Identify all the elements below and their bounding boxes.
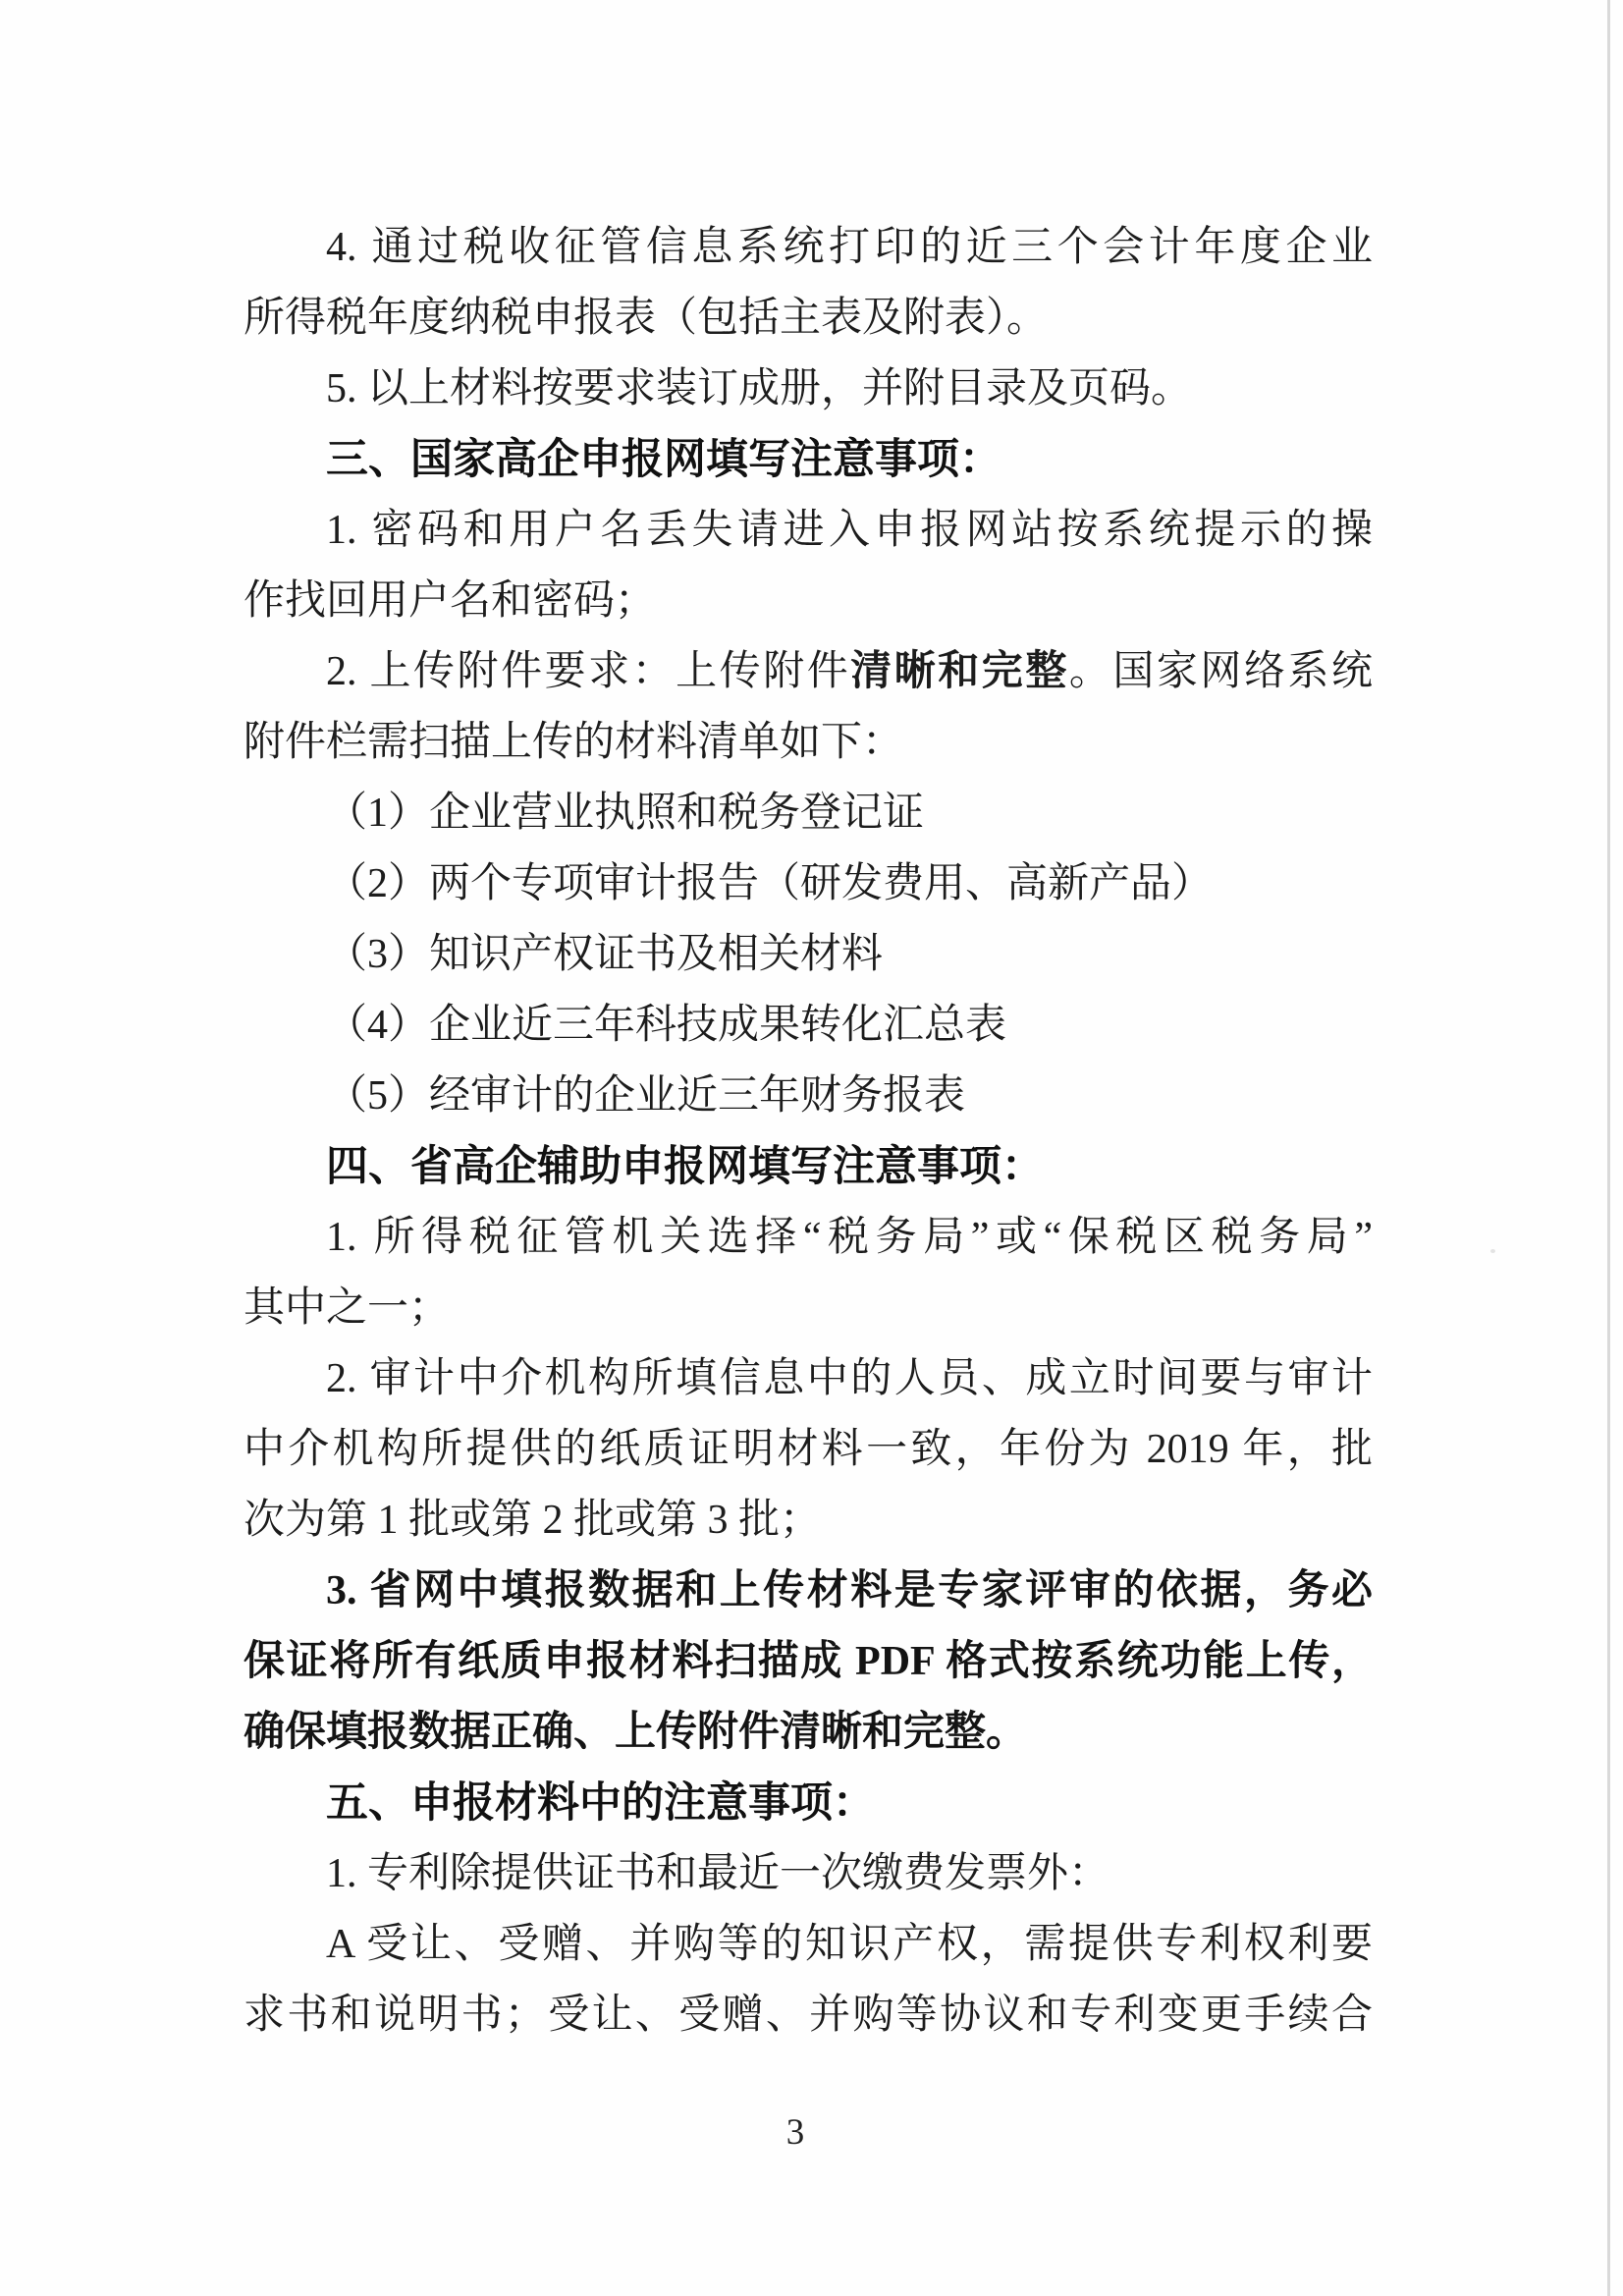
text-segment: 保证将所有纸质申报材料扫描成 PDF 格式按系统功能上传， bbox=[243, 1639, 1373, 1684]
text-line bbox=[243, 1414, 1373, 1485]
text-line bbox=[243, 1343, 1373, 1414]
text-line bbox=[243, 636, 1373, 707]
text-line bbox=[243, 1131, 1373, 1202]
text-line bbox=[243, 1485, 1373, 1556]
text-segment: 作找回用户名和密码； bbox=[243, 578, 657, 624]
text-segment: A 受让、受赠、并购等的知识产权，需提供专利权利要 bbox=[326, 1922, 1373, 1967]
text-segment: 5. 以上材料按要求装订成册，并附目录及页码。 bbox=[326, 366, 1193, 411]
page-number: 3 bbox=[785, 2112, 805, 2153]
text-segment: 次为第 1 批或第 2 批或第 3 批； bbox=[243, 1498, 822, 1543]
text-segment: 四、省高企辅助申报网填写注意事项： bbox=[326, 1143, 1044, 1190]
text-segment: （5）经审计的企业近三年财务报表 bbox=[326, 1073, 966, 1119]
scan-edge-shadow bbox=[1607, 0, 1610, 2296]
text-segment: 3. 省网中填报数据和上传材料是专家评审的依据，务必 bbox=[326, 1568, 1373, 1613]
text-line bbox=[243, 1061, 1373, 1131]
text-line bbox=[243, 1980, 1373, 2050]
text-segment: 。国家网络系统 bbox=[1068, 649, 1373, 694]
text-line bbox=[243, 1626, 1373, 1697]
text-line bbox=[243, 1202, 1373, 1273]
text-line bbox=[243, 778, 1373, 848]
text-segment: （2）两个专项审计报告（研发费用、高新产品） bbox=[326, 861, 1214, 906]
text-segment: 所得税年度纳税申报表（包括主表及附表）。 bbox=[243, 296, 1049, 341]
text-line bbox=[243, 990, 1373, 1061]
text-line bbox=[243, 283, 1373, 354]
text-segment: （4）企业近三年科技成果转化汇总表 bbox=[326, 1003, 1007, 1048]
text-line bbox=[243, 495, 1373, 566]
document-body bbox=[243, 212, 1373, 2050]
text-line bbox=[243, 212, 1373, 283]
text-segment: 附件栏需扫描上传的材料清单如下： bbox=[243, 720, 904, 765]
text-line bbox=[243, 1273, 1373, 1343]
text-segment: 求书和说明书；受让、受赠、并购等协议和专利变更手续合 bbox=[243, 1993, 1373, 2038]
text-line bbox=[243, 1909, 1373, 1980]
text-segment: 三、国家高企申报网填写注意事项： bbox=[326, 436, 1001, 483]
text-segment: （3）知识产权证书及相关材料 bbox=[326, 932, 884, 977]
text-line bbox=[243, 1838, 1373, 1909]
text-segment: 1. 专利除提供证书和最近一次缴费发票外： bbox=[326, 1851, 1110, 1896]
text-line bbox=[243, 1556, 1373, 1626]
text-segment: 确保填报数据正确、上传附件清晰和完整。 bbox=[243, 1710, 1028, 1755]
text-line bbox=[243, 1697, 1373, 1768]
text-segment: 其中之一； bbox=[243, 1285, 451, 1331]
text-segment: 1. 密码和用户名丢失请进入申报网站按系统提示的操 bbox=[326, 508, 1373, 553]
text-segment: 2. 审计中介机构所填信息中的人员、成立时间要与审计 bbox=[326, 1356, 1373, 1401]
text-segment: 清晰和完整 bbox=[850, 649, 1069, 694]
text-segment: （1）企业营业执照和税务登记证 bbox=[326, 791, 925, 836]
text-segment: 4. 通过税收征管信息系统打印的近三个会计年度企业 bbox=[326, 225, 1373, 270]
text-line bbox=[243, 707, 1373, 778]
text-segment: 2. 上传附件要求：上传附件 bbox=[326, 649, 851, 694]
text-line bbox=[243, 1768, 1373, 1838]
text-line bbox=[243, 848, 1373, 919]
text-segment: 中介机构所提供的纸质证明材料一致，年份为 2019 年，批 bbox=[243, 1427, 1373, 1472]
text-line bbox=[243, 566, 1373, 636]
text-line bbox=[243, 354, 1373, 424]
scan-noise-speck bbox=[1490, 1249, 1495, 1253]
text-segment: 1. 所得税征管机关选择“税务局”或“保税区税务局” bbox=[326, 1215, 1373, 1260]
text-line bbox=[243, 919, 1373, 990]
text-segment: 五、申报材料中的注意事项： bbox=[326, 1779, 875, 1827]
text-line bbox=[243, 424, 1373, 495]
